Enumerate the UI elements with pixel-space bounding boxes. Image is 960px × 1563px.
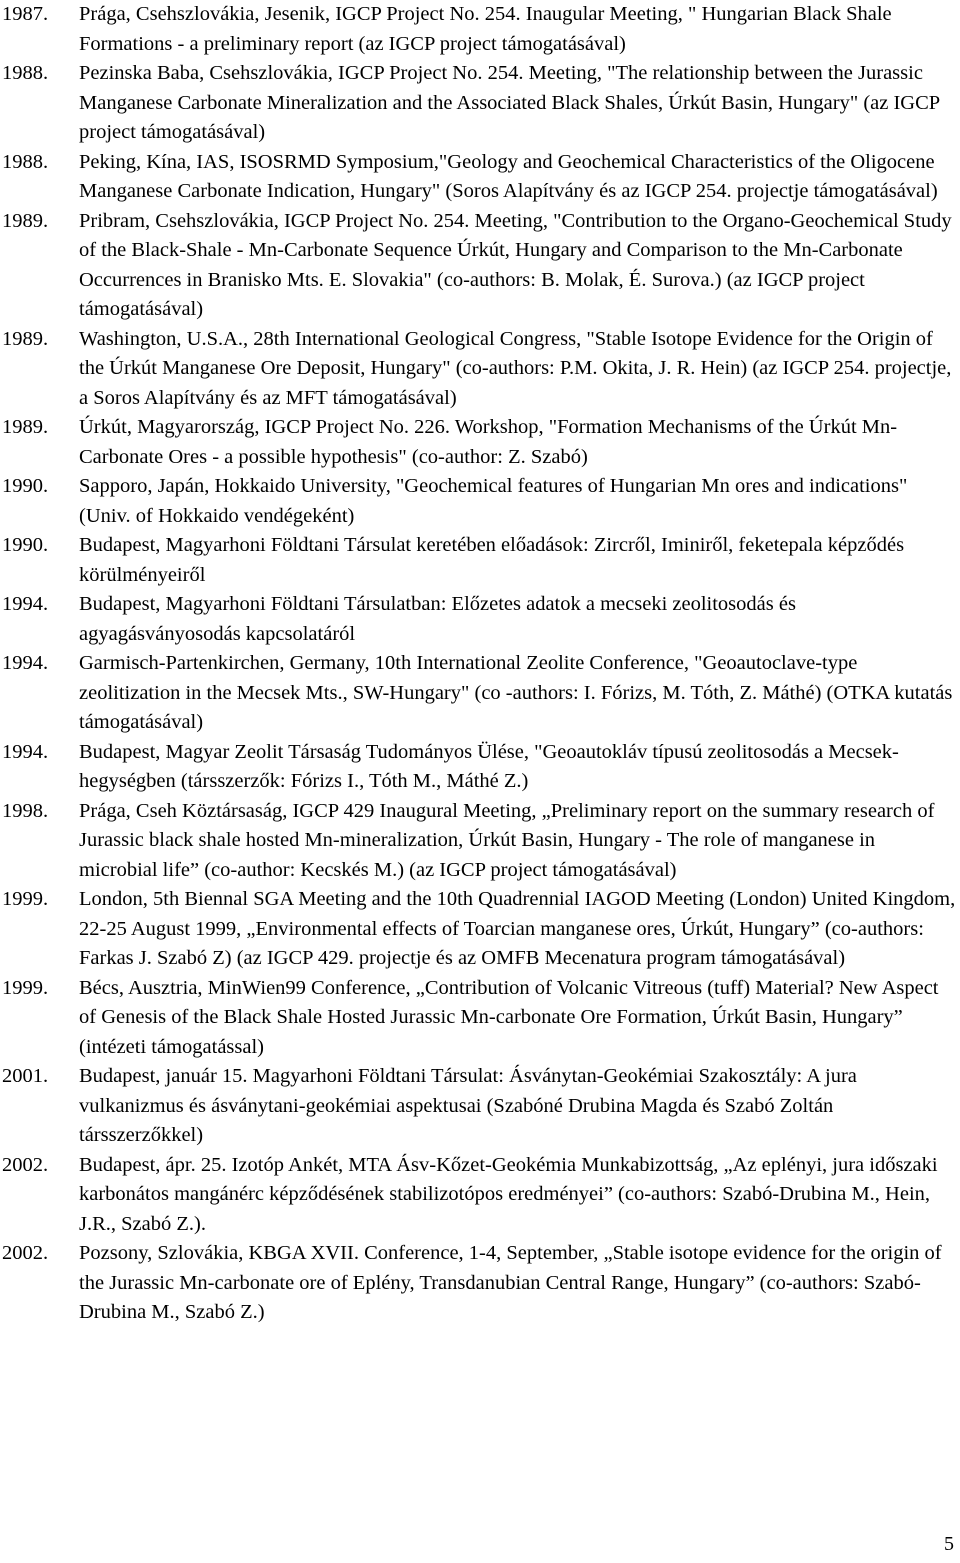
list-item xyxy=(2,649,957,738)
list-item xyxy=(2,207,957,325)
entry-text: Washington, U.S.A., 28th International Geological Congress, "Stable Isotope Evidence for the Origin of the Úrkút Manganese Ore Deposit, Hungary" (co-authors: P.M. Okita, J. R. Hein) (az IGCP 254. projectje, a Soros Alapítvány és az MFT támogatásával) xyxy=(79,327,952,409)
list-item xyxy=(2,1239,957,1328)
entry-year: 1989. xyxy=(2,327,49,350)
entry-year: 1998. xyxy=(2,799,49,822)
entry-year: 1988. xyxy=(2,62,49,84)
entry-year: 1990. xyxy=(2,475,49,497)
entry-text: Prága, Csehszlovákia, Jesenik, IGCP Project No. 254. Inaugular Meeting, " Hungarian Black Shale Formations - a preliminary report (az IGCP project támogatásával) xyxy=(79,3,892,55)
list-item xyxy=(2,974,957,1063)
entry-year: 1999. xyxy=(2,888,49,910)
entry-text: Pribram, Csehszlovákia, IGCP Project No. 254. Meeting, "Contribution to the Organo-Geochemical Study of the Black-Shale - Mn-Carbonate Sequence Úrkút, Hungary and Comparison to the Mn-Carbonate Occurrences in Branisko Mts. E. Slovakia" (co-authors: B. Molak, É. Surova.) (az IGCP project támogatásával) xyxy=(79,209,952,320)
list-item xyxy=(2,1062,957,1151)
entry-text: Budapest, Magyar Zeolit Társaság Tudományos Ülése, "Geoautokláv típusú zeolitosodás a Mecsek-hegységben (társszerzők: Fórizs I., Tóth M., Máthé Z.) xyxy=(79,740,899,792)
entry-year: 2002. xyxy=(2,1242,49,1264)
presentation-list xyxy=(2,0,957,1328)
list-item xyxy=(2,325,957,414)
entry-text: Prága, Cseh Köztársaság, IGCP 429 Inaugural Meeting, „Preliminary report on the summary research of Jurassic black shale hosted Mn-mineralization, Úrkút Basin, Hungary - The role of manganese in microbial life” (co-author: Kecskés M.) (az IGCP project támogatásával) xyxy=(79,799,935,881)
entry-text: London, 5th Biennal SGA Meeting and the 10th Quadrennial IAGOD Meeting (London) United Kingdom, 22-25 August 1999, „Environmental effects of Toarcian manganese ores, Úrkút, Hungary” (co-authors: Farkas J. Szabó Z) (az IGCP 429. projectje és az OMFB Mecenatura program támogatásával) xyxy=(79,888,956,969)
entry-year: 1987. xyxy=(2,3,49,25)
list-item xyxy=(2,885,957,974)
entry-year: 2002. xyxy=(2,1153,49,1176)
list-item xyxy=(2,148,957,207)
entry-text: Budapest, Magyarhoni Földtani Társulatban: Előzetes adatok a mecseki zeolitosodás és agyagásványosodás kapcsolatáról xyxy=(79,593,796,645)
entry-year: 1989. xyxy=(2,416,49,438)
entry-text: Úrkút, Magyarország, IGCP Project No. 226. Workshop, "Formation Mechanisms of the Úrkút Mn-Carbonate Ores - a possible hypothesis" (co-author: Z. Szabó) xyxy=(79,416,898,468)
list-item xyxy=(2,797,957,886)
entry-year: 1999. xyxy=(2,976,49,999)
entry-text: Pozsony, Szlovákia, KBGA XVII. Conference, 1-4, September, „Stable isotope evidence for the origin of the Jurassic Mn-carbonate ore of Eplény, Transdanubian Central Range, Hungary” (co-authors: Szabó-Drubina M., Szabó Z.) xyxy=(79,1242,942,1323)
list-item xyxy=(2,590,957,649)
entry-year: 1990. xyxy=(2,534,49,556)
list-item xyxy=(2,413,957,472)
page-number: 5 xyxy=(944,1533,954,1555)
entry-text: Peking, Kína, IAS, ISOSRMD Symposium,"Geology and Geochemical Characteristics of the Oligocene Manganese Carbonate Indication, Hungary" (Soros Alapítvány és az IGCP 254. projectje támogatásával) xyxy=(79,150,938,202)
entry-year: 1989. xyxy=(2,209,49,232)
list-item xyxy=(2,59,957,148)
list-item xyxy=(2,738,957,797)
entry-text: Budapest, ápr. 25. Izotóp Ankét, MTA Ásv-Kőzet-Geokémia Munkabizottság, „Az eplényi, jura időszaki karbonátos mangánérc képződésének stabilizotópos eredményei” (co-authors: Szabó-Drubina M., Hein, J.R., Szabó Z.). xyxy=(79,1153,938,1235)
entry-year: 1988. xyxy=(2,150,49,173)
list-item xyxy=(2,1151,957,1240)
entry-year: 1994. xyxy=(2,652,49,674)
entry-text: Pezinska Baba, Csehszlovákia, IGCP Project No. 254. Meeting, "The relationship between the Jurassic Manganese Carbonate Mineralization and the Associated Black Shales, Úrkút Basin, Hungary" (az IGCP project támogatásával) xyxy=(79,62,940,143)
list-item xyxy=(2,531,957,590)
entry-text: Budapest, Magyarhoni Földtani Társulat keretében előadások: Zircről, Iminiről, feketepala képződés körülményeiről xyxy=(79,534,905,586)
list-item xyxy=(2,472,957,531)
entry-text: Budapest, január 15. Magyarhoni Földtani Társulat: Ásványtan-Geokémiai Szakosztály: A jura vulkanizmus és ásványtani-geokémiai aspektusai (Szabóné Drubina Magda és Szabó Zoltán társszerzőkkel) xyxy=(79,1065,857,1146)
entry-text: Sapporo, Japán, Hokkaido University, "Geochemical features of Hungarian Mn ores and indications" (Univ. of Hokkaido vendégeként) xyxy=(79,475,908,527)
entry-year: 2001. xyxy=(2,1065,49,1087)
entry-year: 1994. xyxy=(2,740,49,763)
entry-year: 1994. xyxy=(2,593,49,615)
entry-text: Bécs, Ausztria, MinWien99 Conference, „Contribution of Volcanic Vitreous (tuff) Material? New Aspect of Genesis of the Black Shale Hosted Jurassic Mn-carbonate Ore Formation, Úrkút Basin, Hungary” (intézeti támogatással) xyxy=(79,976,939,1058)
list-item xyxy=(2,0,957,59)
entry-text: Garmisch-Partenkirchen, Germany, 10th International Zeolite Conference, "Geoautoclave-type zeolitization in the Mecsek Mts., SW-Hungary" (co -authors: I. Fórizs, M. Tóth, Z. Máthé) (OTKA kutatás támogatásával) xyxy=(79,652,953,733)
